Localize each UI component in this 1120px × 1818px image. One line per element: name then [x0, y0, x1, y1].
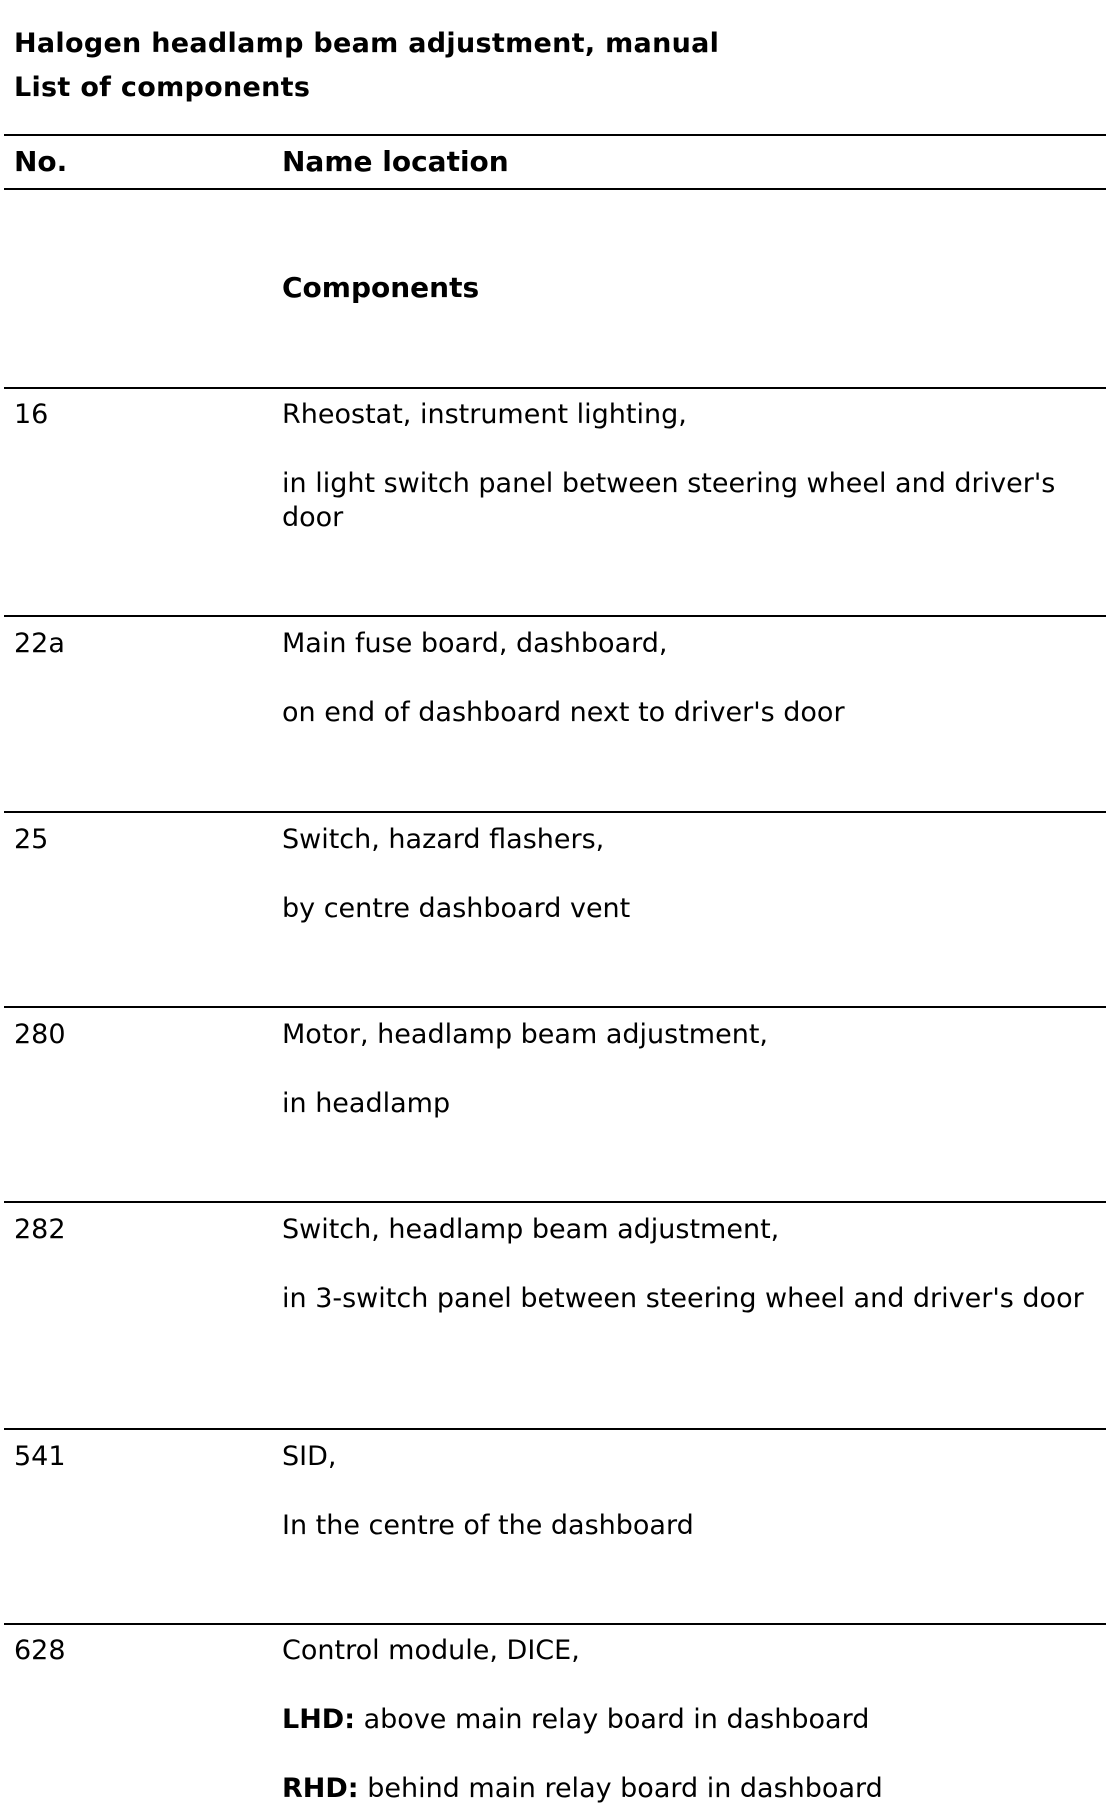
row-location: in light switch panel between steering wheel and driver's door: [282, 468, 1056, 533]
row-location: In the centre of the dashboard: [282, 1510, 694, 1541]
row-component-name: Main fuse board, dashboard,: [282, 628, 668, 659]
row-component-name: Switch, headlamp beam adjustment,: [282, 1214, 780, 1245]
row-component-name: Rheostat, instrument lighting,: [282, 399, 687, 430]
row-location-rhd: [282, 1772, 1097, 1806]
row-number: 628: [14, 1635, 66, 1666]
row-component-name: Motor, headlamp beam adjustment,: [282, 1019, 768, 1050]
row-component-name: Switch, hazard flashers,: [282, 824, 605, 855]
row-divider: [4, 1428, 1106, 1430]
row-location: on end of dashboard next to driver's door: [282, 697, 845, 728]
row-location: by centre dashboard vent: [282, 893, 631, 924]
title-line-1: Halogen headlamp beam adjustment, manual: [14, 28, 720, 59]
row-number: 22a: [14, 628, 65, 659]
rhd-location: behind main relay board in dashboard: [367, 1773, 883, 1804]
row-number: 282: [14, 1214, 66, 1245]
table-top-rule: [4, 134, 1106, 136]
title-line-2: List of components: [14, 72, 311, 103]
row-location: in headlamp: [282, 1088, 451, 1119]
row-number: 25: [14, 824, 49, 855]
row-divider: [4, 1006, 1106, 1008]
row-divider: [4, 615, 1106, 617]
rhd-label: RHD:: [282, 1773, 359, 1804]
section-heading-components: Components: [282, 271, 480, 304]
document-title: [14, 22, 719, 110]
row-number: 541: [14, 1441, 66, 1472]
header-bottom-rule: [4, 188, 1106, 190]
row-divider: [4, 811, 1106, 813]
row-component-name: Control module, DICE,: [282, 1635, 580, 1666]
row-component-name: SID,: [282, 1441, 337, 1472]
row-divider: [4, 387, 1106, 389]
lhd-label: LHD:: [282, 1704, 356, 1735]
column-header-no: No.: [14, 145, 68, 178]
row-number: 16: [14, 399, 49, 430]
column-header-name-location: Name location: [282, 145, 509, 178]
row-location: in 3-switch panel between steering wheel and driver's door: [282, 1283, 1084, 1314]
lhd-location: above main relay board in dashboard: [363, 1704, 870, 1735]
row-divider: [4, 1623, 1106, 1625]
row-location-lhd: [282, 1703, 1097, 1737]
row-divider: [4, 1201, 1106, 1203]
row-number: 280: [14, 1019, 66, 1050]
